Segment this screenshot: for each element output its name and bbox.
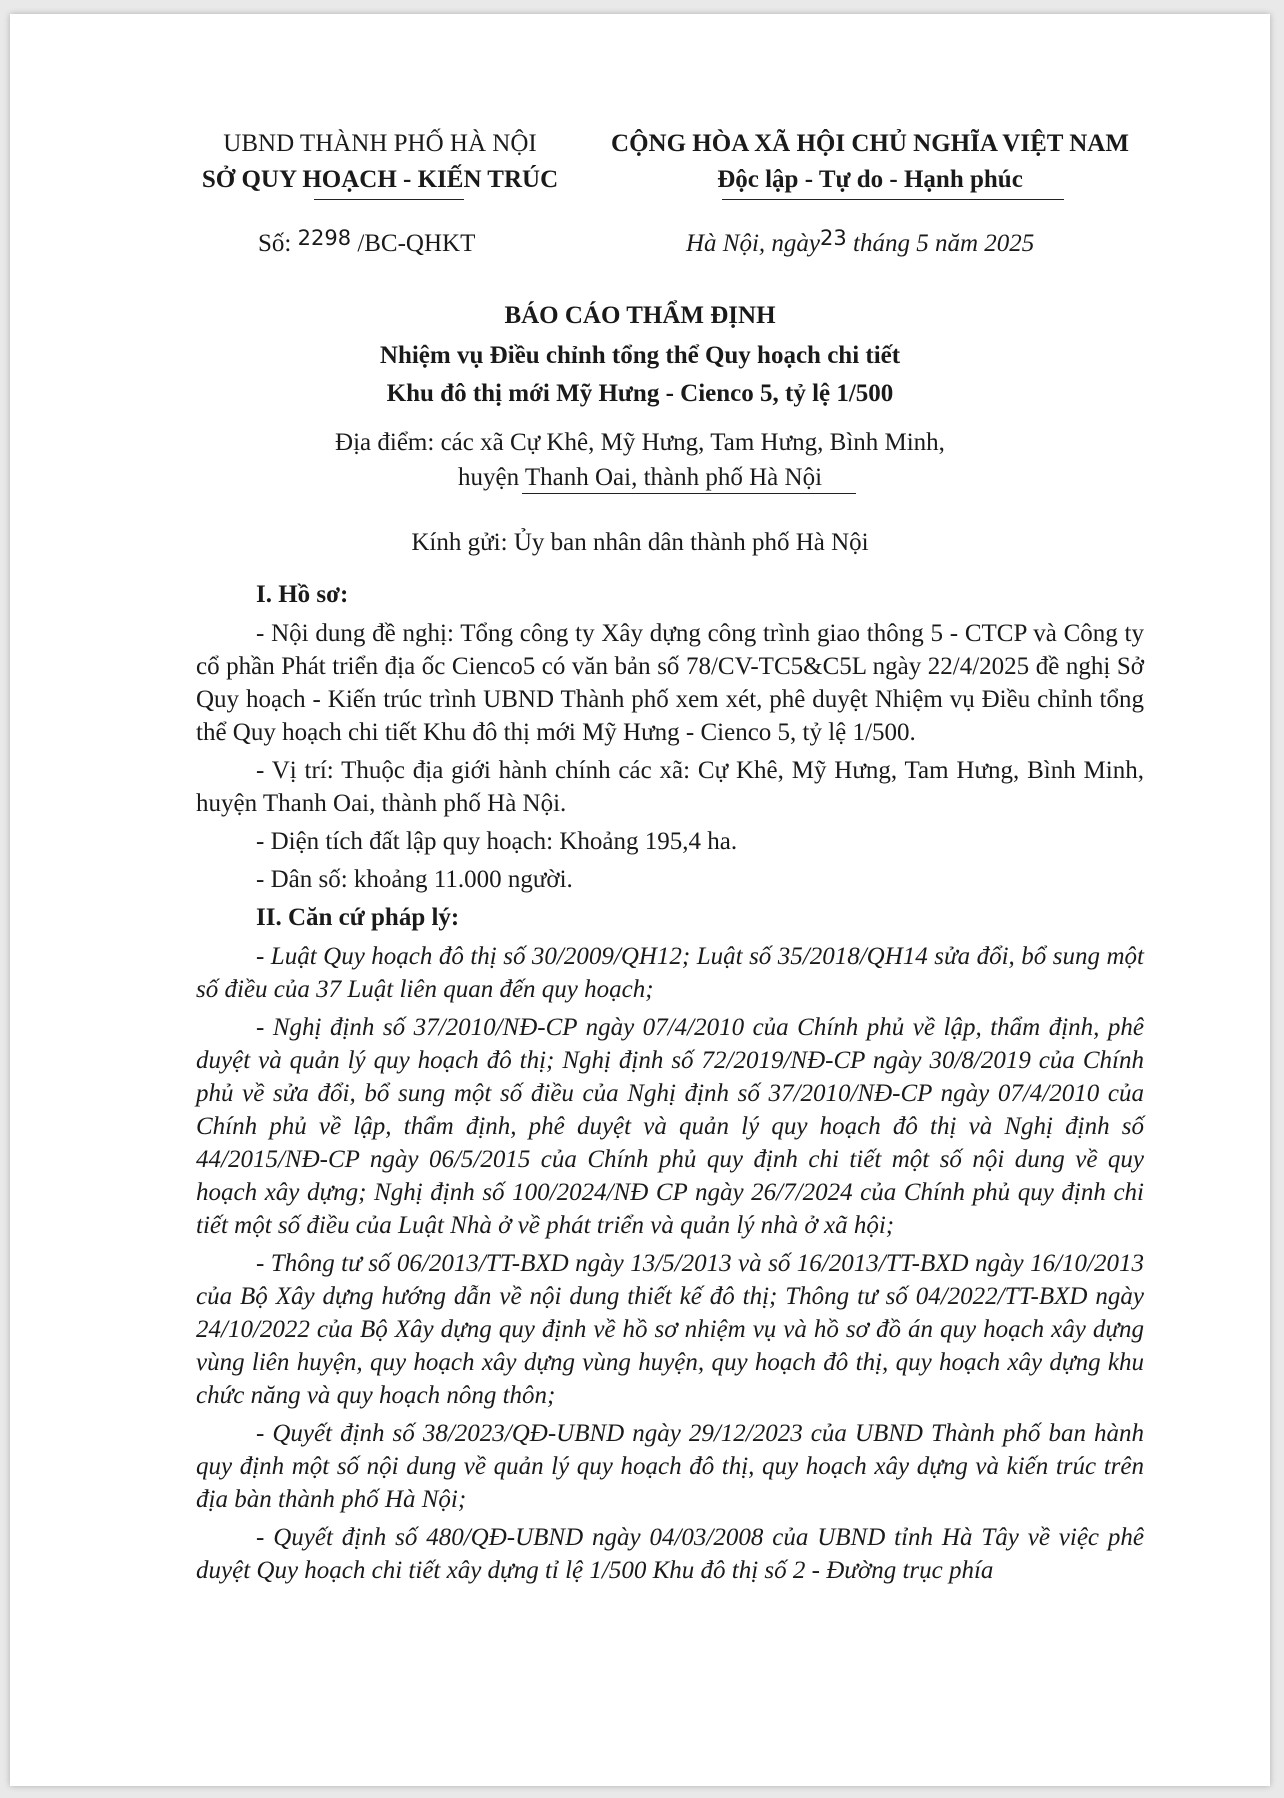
report-body — [196, 578, 1144, 1592]
authority-department: SỞ QUY HOẠCH - KIẾN TRÚC — [201, 166, 559, 193]
national-motto — [602, 126, 1138, 198]
paragraph: - Diện tích đất lập quy hoạch: Khoảng 195,4 ha. — [256, 828, 738, 855]
handwritten-number: 2298 — [297, 226, 352, 250]
section-heading-legal-basis: II. Căn cứ pháp lý: — [256, 904, 460, 931]
motto-underline — [722, 199, 1064, 200]
subject-line-1: Nhiệm vụ Điều chỉnh tổng thể Quy hoạch chi tiết — [379, 342, 901, 369]
authority-underline — [314, 199, 464, 200]
report-title: BÁO CÁO THẨM ĐỊNH — [504, 302, 776, 329]
paragraph: - Vị trí: Thuộc địa giới hành chính các xã: Cự Khê, Mỹ Hưng, Tam Hưng, Bình Minh, huyện Thanh Oai, thành phố Hà Nội. — [196, 757, 1144, 817]
location-line-2: huyện Thanh Oai, thành phố Hà Nội — [457, 464, 823, 491]
document-number: Số: $^{2298}$ /BC-QHKT — [258, 226, 476, 257]
paragraph: - Dân số: khoảng 11.000 người. — [256, 866, 573, 893]
handwritten-day: 23 — [820, 226, 847, 250]
location-line-1: Địa điểm: các xã Cự Khê, Mỹ Hưng, Tam Hưng, Bình Minh, — [335, 429, 945, 456]
legal-basis-item: - Luật Quy hoạch đô thị số 30/2009/QH12; Luật số 35/2018/QH14 sửa đổi, bổ sung một số điều của 37 Luật liên quan đến quy hoạch; — [196, 943, 1144, 1003]
document-page — [10, 14, 1270, 1786]
subject-line-2: Khu đô thị mới Mỹ Hưng - Cienco 5, tỷ lệ 1/500 — [386, 380, 894, 407]
legal-basis-item: - Nghị định số 37/2010/NĐ-CP ngày 07/4/2010 của Chính phủ về lập, thẩm định, phê duyệt và quản lý quy hoạch đô thị; Nghị định số 72/2019/NĐ-CP ngày 30/8/2019 của Chính phủ về sửa đổi, bổ sung một số điều của Nghị định số 37/2010/NĐ-CP ngày 07/4/2010 của Chính phủ về lập, thẩm định, phê duyệt và quản lý quy hoạch đô thị và Nghị định số 44/2015/NĐ-CP ngày 06/5/2015 của Chính phủ quy định chi tiết một số nội dung về quy hoạch xây dựng; Nghị định số 100/2024/NĐ CP ngày 26/7/2024 của Chính phủ quy định chi tiết một số điều của Luật Nhà ở về phát triển và quản lý nhà ở xã hội; — [196, 1014, 1144, 1239]
recipient-line: Kính gửi: Ủy ban nhân dân thành phố Hà Nội — [411, 529, 869, 556]
motto: Độc lập - Tự do - Hạnh phúc — [717, 166, 1023, 193]
report-subject — [10, 337, 1270, 413]
issuing-authority — [180, 126, 580, 198]
legal-basis-item: - Thông tư số 06/2013/TT-BXD ngày 13/5/2013 và số 16/2013/TT-BXD ngày 16/10/2013 của Bộ Xây dựng hướng dẫn về nội dung thiết kế đô thị; Thông tư số 04/2022/TT-BXD ngày 24/10/2022 của Bộ Xây dựng quy định về hồ sơ nhiệm vụ và hồ sơ đồ án quy hoạch xây dựng vùng liên huyện, quy hoạch xây dựng vùng huyện, quy hoạch đô thị, quy hoạch xây dựng khu chức năng và quy hoạch nông thôn; — [196, 1250, 1144, 1409]
legal-basis-item: - Quyết định số 38/2023/QĐ-UBND ngày 29/12/2023 của UBND Thành phố ban hành quy định một số nội dung về quản lý quy hoạch đô thị, quy hoạch xây dựng và kiến trúc trên địa bàn thành phố Hà Nội; — [196, 1420, 1144, 1513]
report-location — [10, 425, 1270, 495]
authority-parent: UBND THÀNH PHỐ HÀ NỘI — [223, 130, 537, 157]
document-date: Hà Nội, ngày$^{23}$ tháng 5 năm 2025 — [686, 226, 1035, 257]
country-name: CỘNG HÒA XÃ HỘI CHỦ NGHĨA VIỆT NAM — [611, 130, 1129, 157]
section-heading-dossier: I. Hồ sơ: — [256, 581, 349, 608]
paragraph: - Nội dung đề nghị: Tổng công ty Xây dựng công trình giao thông 5 - CTCP và Công ty cổ phần Phát triển địa ốc Cienco5 có văn bản số 78/CV-TC5&C5L ngày 22/4/2025 đề nghị Sở Quy hoạch - Kiến trúc trình UBND Thành phố xem xét, phê duyệt Nhiệm vụ Điều chỉnh tổng thể Quy hoạch chi tiết Khu đô thị mới Mỹ Hưng - Cienco 5, tỷ lệ 1/500. — [196, 620, 1144, 746]
legal-basis-item: - Quyết định số 480/QĐ-UBND ngày 04/03/2008 của UBND tỉnh Hà Tây về việc phê duyệt Quy hoạch chi tiết xây dựng tỉ lệ 1/500 Khu đô thị số 2 - Đường trục phía — [196, 1524, 1144, 1584]
title-divider — [522, 493, 856, 494]
